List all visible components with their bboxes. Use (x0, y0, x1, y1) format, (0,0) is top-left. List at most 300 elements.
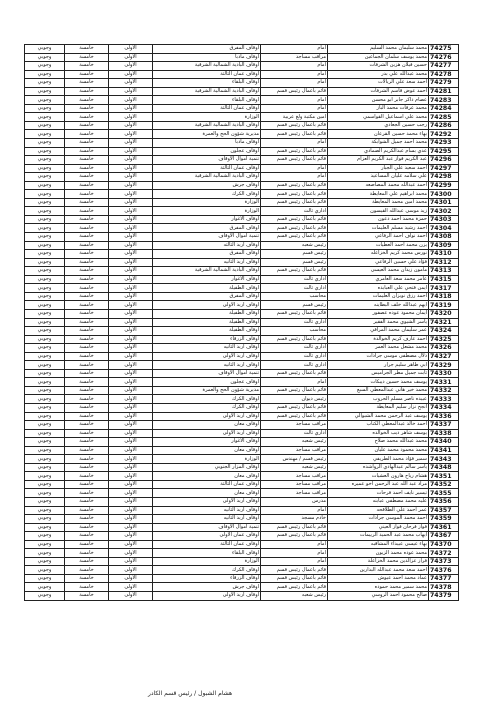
level-cell: الاولى (109, 540, 153, 549)
level-cell: الاولى (109, 395, 153, 404)
level-cell: الاولى (109, 455, 153, 464)
job-title-cell: قائم باعمال رئيس قسم (261, 574, 328, 583)
grade-cell: خامسة (65, 121, 109, 130)
job-title-cell: رئيس ديوان (261, 395, 328, 404)
employee-id-cell: 74351 (429, 472, 459, 481)
job-title-cell: قائم باعمال رئيس قسم (261, 121, 328, 130)
department-cell: اوقاف الزرقاء (153, 335, 261, 344)
employee-name-cell: احمد سعيد علي الجبار (328, 164, 429, 173)
department-cell: اوقاف عجلون (153, 147, 261, 156)
grade-cell: خامسة (65, 224, 109, 233)
level-cell: الاولى (109, 497, 153, 506)
grade-cell: خامسة (65, 429, 109, 438)
employee-id-cell: 74313 (429, 267, 459, 276)
employee-id-cell: 74309 (429, 241, 459, 250)
employee-id-cell: 74376 (429, 566, 459, 575)
employee-name-cell: محمد عبدالله محمد صلاح (328, 438, 429, 447)
category-cell: وجوبي (25, 267, 65, 276)
grade-cell: خامسة (65, 45, 109, 54)
table-row (25, 241, 459, 250)
category-cell: وجوبي (25, 309, 65, 318)
employee-id-cell: 74286 (429, 121, 459, 130)
job-title-cell: اداري ثالث (261, 275, 328, 284)
job-title-cell: قائم باعمال رئيس قسم (261, 335, 328, 344)
category-cell: وجوبي (25, 62, 65, 71)
employee-name-cell: ياسر الشيوي محمد الفقير (328, 318, 429, 327)
grade-cell: خامسة (65, 70, 109, 79)
employee-id-cell: 74338 (429, 429, 459, 438)
category-cell: وجوبي (25, 352, 65, 361)
category-cell: وجوبي (25, 583, 65, 592)
job-title-cell: قائم باعمال رئيس قسم (261, 412, 328, 421)
job-title-cell: مراقب مساجد (261, 421, 328, 430)
employee-id-cell: 74333 (429, 395, 459, 404)
job-title-cell: مراقب مساجد (261, 446, 328, 455)
job-title-cell: مراقب مساجد (261, 472, 328, 481)
level-cell: الاولى (109, 233, 153, 242)
department-cell: اوقاف المفرق (153, 45, 261, 54)
level-cell: الاولى (109, 53, 153, 62)
job-title-cell: قائم باعمال رئيس قسم (261, 267, 328, 276)
level-cell: الاولى (109, 241, 153, 250)
employee-name-cell: محمد امين محمد المعايطة (328, 198, 429, 207)
employee-name-cell: عبيده ناصر مسلم الحروب (328, 395, 429, 404)
level-cell: الاولى (109, 378, 153, 387)
department-cell: اوقاف الكرك (153, 403, 261, 412)
category-cell: وجوبي (25, 79, 65, 88)
table-row (25, 87, 459, 96)
category-cell: وجوبي (25, 121, 65, 130)
table-row (25, 455, 459, 464)
department-cell: اوقاف معان (153, 472, 261, 481)
job-title-cell: قائم باعمال رئيس قسم (261, 309, 328, 318)
grade-cell: خامسة (65, 164, 109, 173)
job-title-cell: امام (261, 164, 328, 173)
department-cell: اوقاف المزار الجنوبي (153, 463, 261, 472)
table-row (25, 45, 459, 54)
employee-name-cell: ايهم عبدالله خلف البطاينه (328, 301, 429, 310)
employee-id-cell: 74329 (429, 361, 459, 370)
job-title-cell: امام (261, 557, 328, 566)
level-cell: الاولى (109, 583, 153, 592)
job-title-cell: قائم باعمال رئيس قسم (261, 156, 328, 165)
employee-name-cell: ايمان محمود عوده عصفور (328, 309, 429, 318)
department-cell: اوقاف اربد الاولى (153, 429, 261, 438)
level-cell: الاولى (109, 523, 153, 532)
category-cell: وجوبي (25, 472, 65, 481)
employee-id-cell: 74341 (429, 446, 459, 455)
level-cell: الاولى (109, 438, 153, 447)
employee-id-cell: 74308 (429, 233, 459, 242)
job-title-cell: رئيس شعبه (261, 463, 328, 472)
job-title-cell: قائم باعمال رئيس قسم (261, 215, 328, 224)
employee-id-cell: 74356 (429, 497, 459, 506)
employee-id-cell: 74327 (429, 352, 459, 361)
department-cell: اوقاف عمان الثالثة (153, 164, 261, 173)
table-row (25, 156, 459, 165)
employee-name-cell: عدي بسام عبدالكريم الصمادي (328, 147, 429, 156)
employee-name-cell: احمد نواف احمد الرفاعي (328, 233, 429, 242)
employee-id-cell: 74334 (429, 403, 459, 412)
job-title-cell: قائم باعمال رئيس قسم (261, 147, 328, 156)
table-row (25, 139, 459, 148)
department-cell: اوقاف الاغوار (153, 275, 261, 284)
employee-name-cell: يوسف شاهر ذيب الخوالده (328, 429, 429, 438)
employee-id-cell: 74325 (429, 335, 459, 344)
level-cell: الاولى (109, 446, 153, 455)
category-cell: وجوبي (25, 70, 65, 79)
category-cell: وجوبي (25, 549, 65, 558)
level-cell: الاولى (109, 574, 153, 583)
grade-cell: خامسة (65, 301, 109, 310)
level-cell: الاولى (109, 557, 153, 566)
employee-name-cell: عبد الكريم فواز عبد الكريم العزام (328, 156, 429, 165)
employee-name-cell: صالح محمود احمد الروسي (328, 592, 429, 601)
job-title-cell: قائم باعمال رئيس قسم (261, 181, 328, 190)
employee-id-cell: 74295 (429, 147, 459, 156)
category-cell: وجوبي (25, 574, 65, 583)
department-cell: الوزارة (153, 113, 261, 122)
level-cell: الاولى (109, 480, 153, 489)
job-title-cell: امام (261, 79, 328, 88)
job-title-cell: قائم باعمال رئيس قسم (261, 403, 328, 412)
department-cell: اوقاف اربد الثالثه (153, 241, 261, 250)
employee-id-cell: 74377 (429, 574, 459, 583)
table-row (25, 557, 459, 566)
grade-cell: خامسة (65, 233, 109, 242)
job-title-cell: مراقب مساجد (261, 480, 328, 489)
employee-id-cell: 74370 (429, 540, 459, 549)
level-cell: الاولى (109, 489, 153, 498)
employee-id-cell: 74352 (429, 480, 459, 489)
category-cell: وجوبي (25, 523, 65, 532)
level-cell: الاولى (109, 215, 153, 224)
grade-cell: خامسة (65, 523, 109, 532)
level-cell: الاولى (109, 87, 153, 96)
department-cell: اوقاف الاغوار (153, 438, 261, 447)
table-row (25, 130, 459, 139)
department-cell: اوقاف عجلون (153, 378, 261, 387)
level-cell: الاولى (109, 113, 153, 122)
level-cell: الاولى (109, 429, 153, 438)
grade-cell: خامسة (65, 515, 109, 524)
employee-id-cell: 74320 (429, 309, 459, 318)
department-cell: اوقاف معان (153, 489, 261, 498)
table-row (25, 104, 459, 113)
job-title-cell: اداري ثالث (261, 318, 328, 327)
job-title-cell: امام (261, 62, 328, 71)
employee-id-cell: 74378 (429, 583, 459, 592)
job-title-cell: اداري ثالث (261, 344, 328, 353)
level-cell: الاولى (109, 472, 153, 481)
level-cell: الاولى (109, 386, 153, 395)
category-cell: وجوبي (25, 275, 65, 284)
level-cell: الاولى (109, 506, 153, 515)
employee-name-cell: زيد موسى عبدالله القيسون (328, 207, 429, 216)
job-title-cell: مراقب مساجد (261, 489, 328, 498)
employee-name-cell: فواز فرحان فواز العيني (328, 523, 429, 532)
employee-id-cell: 74318 (429, 292, 459, 301)
level-cell: الاولى (109, 130, 153, 139)
employee-name-cell: حسين فيلان هزين الشرفات (328, 62, 429, 71)
department-cell: اوقاف اربد الاولى (153, 497, 261, 506)
employee-id-cell: 74367 (429, 532, 459, 541)
grade-cell: خامسة (65, 344, 109, 353)
table-row (25, 121, 459, 130)
employee-name-cell: انجح نزار سليم المعايطة (328, 403, 429, 412)
category-cell: وجوبي (25, 147, 65, 156)
level-cell: الاولى (109, 284, 153, 293)
employee-name-cell: بهاء عيسى عبيداء المشاقبه (328, 540, 429, 549)
job-title-cell: رئيس قسم (261, 301, 328, 310)
employee-name-cell: دلال مصطفى موسى جرادات (328, 352, 429, 361)
table-row (25, 395, 459, 404)
grade-cell: خامسة (65, 241, 109, 250)
department-cell: مديرية شؤون الحج والعمرة (153, 130, 261, 139)
category-cell: وجوبي (25, 403, 65, 412)
department-cell: اوقاف البادية الشمالية الشرقية (153, 87, 261, 96)
level-cell: الاولى (109, 309, 153, 318)
department-cell: اوقاف البلقاء (153, 96, 261, 105)
category-cell: وجوبي (25, 463, 65, 472)
job-title-cell: امين مكتبة ولغ عربية (261, 113, 328, 122)
employee-id-cell: 74319 (429, 301, 459, 310)
employee-id-cell: 74296 (429, 156, 459, 165)
category-cell: وجوبي (25, 164, 65, 173)
level-cell: الاولى (109, 104, 153, 113)
employee-id-cell: 74275 (429, 45, 459, 54)
employee-id-cell: 74336 (429, 412, 459, 421)
category-cell: وجوبي (25, 540, 65, 549)
category-cell: وجوبي (25, 386, 65, 395)
category-cell: وجوبي (25, 224, 65, 233)
grade-cell: خامسة (65, 549, 109, 558)
employee-name-cell: احمد سعد محمد عبدالله البدارين (328, 566, 429, 575)
level-cell: الاولى (109, 267, 153, 276)
table-row (25, 181, 459, 190)
category-cell: وجوبي (25, 45, 65, 54)
department-cell: اوقاف عمان الثالثة (153, 104, 261, 113)
department-cell: اوقاف البادية الشمالية الشرقية (153, 173, 261, 182)
employee-id-cell: 74297 (429, 164, 459, 173)
table-row (25, 70, 459, 79)
employee-name-cell: يزن محمد احمد العطيات (328, 241, 429, 250)
job-title-cell: قائم باعمال رئيس قسم (261, 523, 328, 532)
table-body (25, 45, 459, 601)
job-title-cell: قائم باعمال رئيس قسم (261, 386, 328, 395)
employee-id-cell: 74357 (429, 506, 459, 515)
table-row (25, 583, 459, 592)
grade-cell: خامسة (65, 318, 109, 327)
category-cell: وجوبي (25, 515, 65, 524)
grade-cell: خامسة (65, 113, 109, 122)
job-title-cell: رئيس قسم / مهندس (261, 455, 328, 464)
grade-cell: خامسة (65, 147, 109, 156)
employee-name-cell: ابي طاهر سليم جرار (328, 361, 429, 370)
grade-cell: خامسة (65, 369, 109, 378)
employee-id-cell: 74278 (429, 70, 459, 79)
grade-cell: خامسة (65, 532, 109, 541)
table-row (25, 113, 459, 122)
grade-cell: خامسة (65, 566, 109, 575)
department-cell: اوقاف اربد الثانيه (153, 506, 261, 515)
table-row (25, 275, 459, 284)
employee-id-cell: 74373 (429, 557, 459, 566)
level-cell: الاولى (109, 421, 153, 430)
grade-cell: خامسة (65, 190, 109, 199)
table-row (25, 532, 459, 541)
department-cell: اوقاف الكرك (153, 566, 261, 575)
grade-cell: خامسة (65, 173, 109, 182)
employee-name-cell: ياسر سالم عبدالهادي الرواشده (328, 463, 429, 472)
job-title-cell: رئيس شعبه (261, 592, 328, 601)
employee-id-cell: 74299 (429, 181, 459, 190)
employee-id-cell: 74355 (429, 489, 459, 498)
employee-name-cell: عليه محمد مصطفى عبابنه (328, 497, 429, 506)
employee-name-cell: احمد سعد علي الربالات (328, 79, 429, 88)
employee-name-cell: احمد خالد عبدالمعطي الكناب (328, 421, 429, 430)
table-row (25, 224, 459, 233)
footer-signature: هشام الشبول / رئيس قسم الكادر (148, 690, 233, 697)
employee-name-cell: محمد خير هاني عبدالمعطي السبع (328, 386, 429, 395)
level-cell: الاولى (109, 566, 153, 575)
employee-name-cell: عصام ذاكر جابر ابو محسن (328, 96, 429, 105)
grade-cell: خامسة (65, 395, 109, 404)
department-cell: تنمية اموال الاوقاف (153, 523, 261, 532)
employee-table-sheet (24, 44, 458, 601)
category-cell: وجوبي (25, 335, 65, 344)
level-cell: الاولى (109, 198, 153, 207)
employee-id-cell: 74317 (429, 284, 459, 293)
job-title-cell: قائم باعمال رئيس قسم (261, 130, 328, 139)
job-title-cell: قائم باعمال رئيس قسم (261, 566, 328, 575)
category-cell: وجوبي (25, 190, 65, 199)
grade-cell: خامسة (65, 412, 109, 421)
table-row (25, 549, 459, 558)
employee-id-cell: 74372 (429, 549, 459, 558)
level-cell: الاولى (109, 515, 153, 524)
department-cell: اوقاف اربد الثانيه (153, 361, 261, 370)
employee-id-cell: 74359 (429, 515, 459, 524)
job-title-cell: امام (261, 45, 328, 54)
department-cell: اوقاف البادية الشمالية الشرقية (153, 267, 261, 276)
job-title-cell: قائم باعمال رئيس قسم (261, 198, 328, 207)
table-row (25, 318, 459, 327)
table-row (25, 386, 459, 395)
department-cell: اوقاف البلقاء (153, 549, 261, 558)
employee-name-cell: عامر محمد سعد العامري (328, 275, 429, 284)
level-cell: الاولى (109, 318, 153, 327)
employee-id-cell: 74379 (429, 592, 459, 601)
employee-name-cell: عمر سليمان محمد المرافي (328, 327, 429, 336)
grade-cell: خامسة (65, 275, 109, 284)
job-title-cell: قائم باعمال رئيس قسم (261, 583, 328, 592)
employee-id-cell: 74292 (429, 130, 459, 139)
table-row (25, 147, 459, 156)
table-row (25, 566, 459, 575)
department-cell: الوزارة (153, 207, 261, 216)
department-cell: اوقاف الكرك (153, 395, 261, 404)
job-title-cell: قائم باعمال رئيس قسم (261, 224, 328, 233)
category-cell: وجوبي (25, 429, 65, 438)
employee-id-cell: 74331 (429, 378, 459, 387)
level-cell: الاولى (109, 147, 153, 156)
job-title-cell: خادم مسجد (261, 515, 328, 524)
job-title-cell: قائم باعمال رئيس قسم (261, 233, 328, 242)
level-cell: الاولى (109, 121, 153, 130)
employee-name-cell: محمد عرفات محمد الباز (328, 104, 429, 113)
level-cell: الاولى (109, 275, 153, 284)
category-cell: وجوبي (25, 455, 65, 464)
job-title-cell: رئيس قسم (261, 250, 328, 259)
table-row (25, 515, 459, 524)
category-cell: وجوبي (25, 327, 65, 336)
level-cell: الاولى (109, 70, 153, 79)
table-row (25, 267, 459, 276)
employee-name-cell: محمد يوسف سلمان الجماعين (328, 53, 429, 62)
grade-cell: خامسة (65, 403, 109, 412)
employee-name-cell: سمير فؤاد محمد الطريفي (328, 455, 429, 464)
department-cell: اوقاف المفرق (153, 292, 261, 301)
employee-id-cell: 74281 (429, 87, 459, 96)
category-cell: وجوبي (25, 181, 65, 190)
employee-id-cell: 74298 (429, 173, 459, 182)
department-cell: مديرية شؤون الحج والعمرة (153, 386, 261, 395)
grade-cell: خامسة (65, 250, 109, 259)
employee-name-cell: عماد محمد احمد عيوش (328, 574, 429, 583)
employee-name-cell: احمد عبدالله محمد المصاصعه (328, 181, 429, 190)
department-cell: اوقاف اربد الاولى (153, 352, 261, 361)
employee-name-cell: فراز عزالدين محمد الخزاعلة (328, 557, 429, 566)
employee-name-cell: احمد رشيد مسلم العليمات (328, 224, 429, 233)
category-cell: وجوبي (25, 96, 65, 105)
department-cell: اوقاف اربد الاولى (153, 301, 261, 310)
job-title-cell: اداري ثالث (261, 207, 328, 216)
department-cell: اوقاف معان (153, 446, 261, 455)
employee-id-cell: 74276 (429, 53, 459, 62)
job-title-cell: امام (261, 506, 328, 515)
department-cell: اوقاف مادبا (153, 139, 261, 148)
level-cell: الاولى (109, 62, 153, 71)
table-row (25, 258, 459, 267)
level-cell: الاولى (109, 96, 153, 105)
grade-cell: خامسة (65, 557, 109, 566)
level-cell: الاولى (109, 532, 153, 541)
table-row (25, 446, 459, 455)
category-cell: وجوبي (25, 215, 65, 224)
job-title-cell: امام (261, 96, 328, 105)
grade-cell: خامسة (65, 96, 109, 105)
department-cell: اوقاف البادية الشمالية الشرقية (153, 121, 261, 130)
level-cell: الاولى (109, 549, 153, 558)
level-cell: الاولى (109, 258, 153, 267)
grade-cell: خامسة (65, 352, 109, 361)
employee-name-cell: محمد مشعل محمد العمر (328, 344, 429, 353)
grade-cell: خامسة (65, 438, 109, 447)
department-cell: تنمية اموال الاوقاف (153, 233, 261, 242)
employee-name-cell: احمد عوض قاسم الشرفات (328, 87, 429, 96)
department-cell: اوقاف اربد الثانيه (153, 258, 261, 267)
job-title-cell: مدرس (261, 497, 328, 506)
level-cell: الاولى (109, 156, 153, 165)
table-row (25, 592, 459, 601)
employee-name-cell: مراد عبد الله عبد الرحمن اخو عميره (328, 480, 429, 489)
table-row (25, 284, 459, 293)
department-cell: الوزارة (153, 198, 261, 207)
department-cell: الوزارة (153, 455, 261, 464)
employee-id-cell: 74293 (429, 139, 459, 148)
category-cell: وجوبي (25, 506, 65, 515)
